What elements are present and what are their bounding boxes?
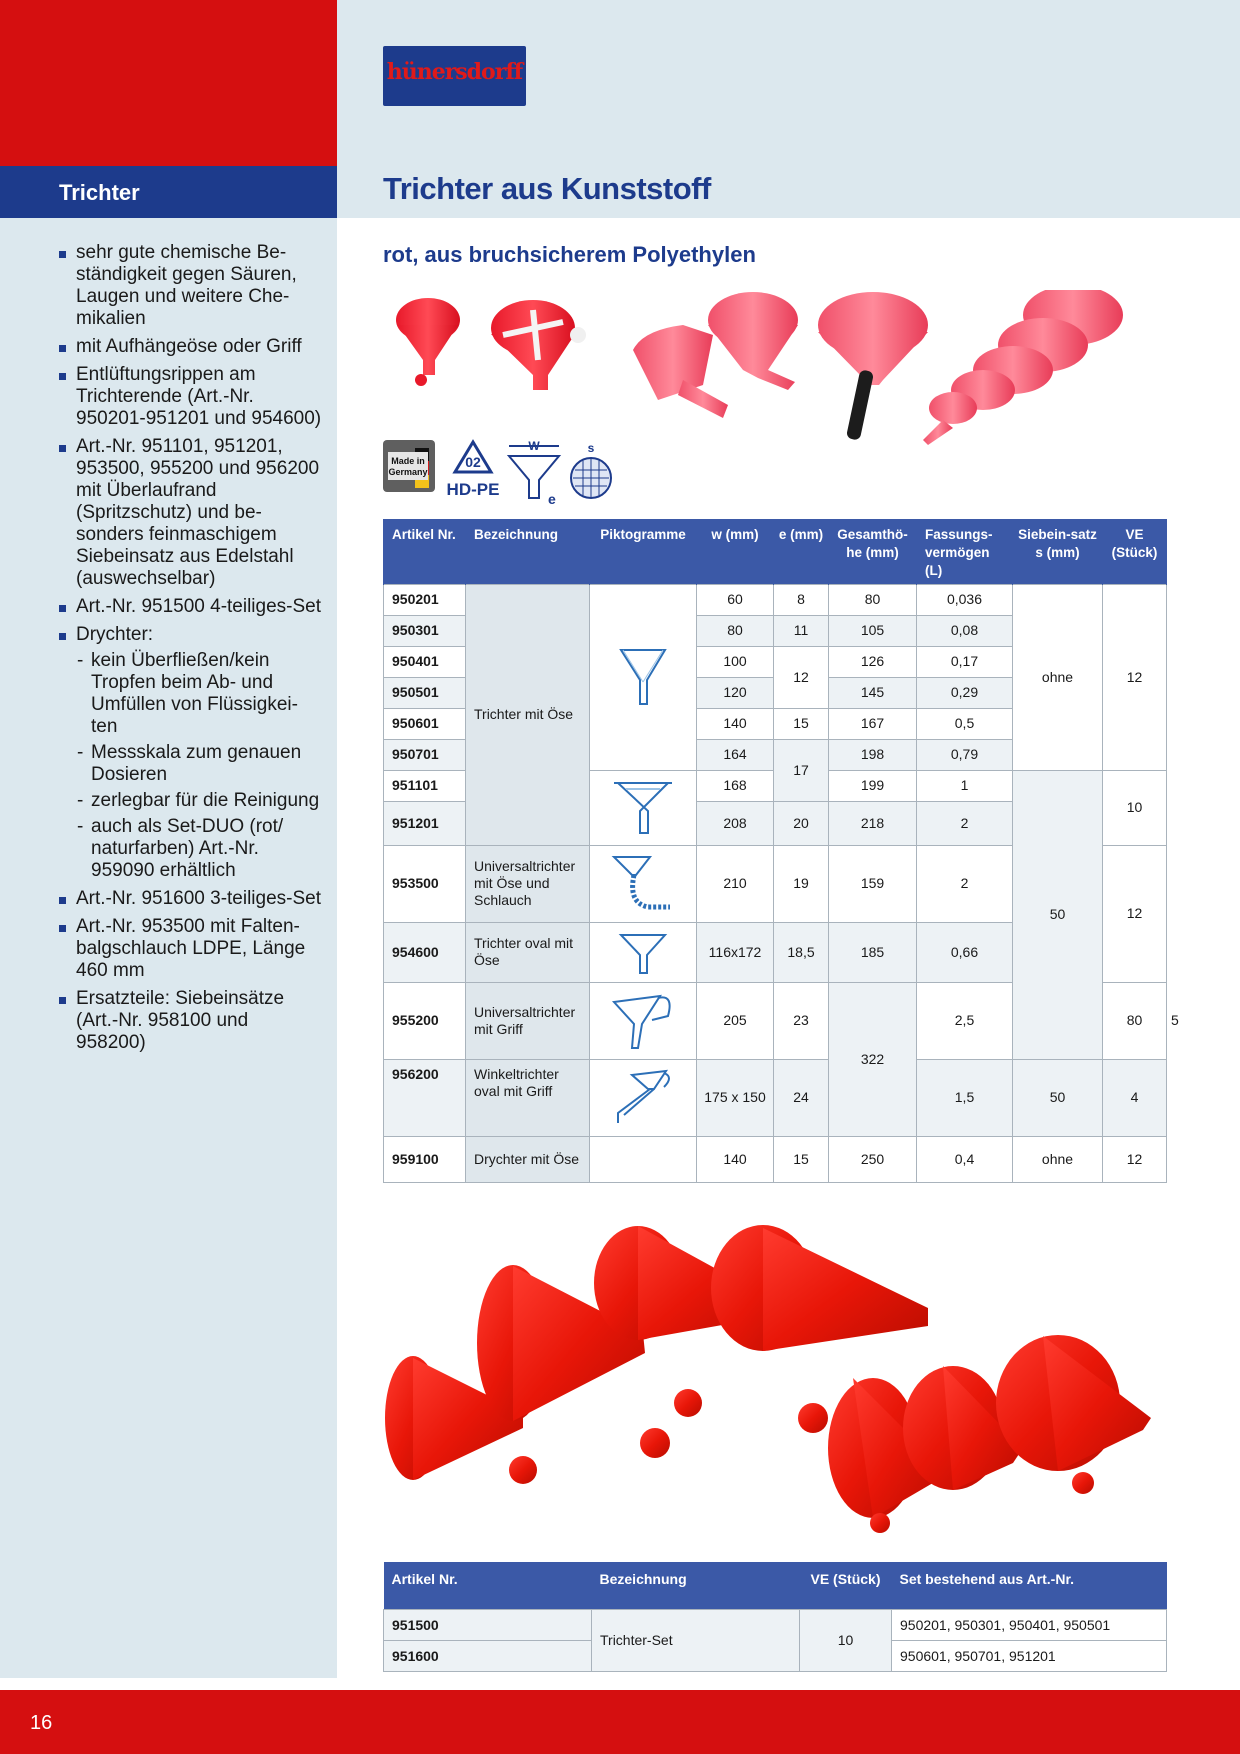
col-header: Bezeichnung xyxy=(592,1562,800,1609)
cell-sieve: ohne xyxy=(1013,1136,1103,1182)
page-number: 16 xyxy=(30,1712,53,1734)
cell-art: 954600 xyxy=(384,922,466,982)
cell-ve: 12 xyxy=(1103,1136,1167,1182)
sub-item: - auch als Set-DUO (rot/ naturfarben) Art.-Nr. 959090 erhältlich xyxy=(76,816,323,882)
made-in-line1: Made in xyxy=(391,456,425,466)
cell-h: 145 xyxy=(829,677,917,708)
cell-h: 159 xyxy=(829,845,917,922)
cell-w: 100 xyxy=(697,646,774,677)
feature-item: Art.-Nr. 951500 4-teiliges-Set xyxy=(58,596,323,618)
cell-desc: Universaltrichter mit Öse und Schlauch xyxy=(466,845,590,922)
cell-cap: 2 xyxy=(917,801,1013,845)
cell-e: 23 xyxy=(774,982,829,1059)
cell-e: 11 xyxy=(774,615,829,646)
cell-sieve: 50 xyxy=(1013,1059,1103,1136)
col-header: Artikel Nr. xyxy=(384,1562,592,1609)
feature-item: sehr gute chemische Be-ständigkeit gegen Säuren, Laugen und weitere Che-mikalien xyxy=(58,242,323,330)
feature-list xyxy=(58,242,323,1060)
cell-ve: 12 xyxy=(1103,845,1167,982)
cell-desc: Winkeltrichter oval mit Griff xyxy=(466,1059,590,1136)
feature-item: Entlüftungsrippen am Trichterende (Art.-Nr. 950201-951201 und 954600) xyxy=(58,364,323,430)
feature-item: Art.-Nr. 951101, 951201, 953500, 955200 und 956200 mit Überlaufrand (Spritzschutz) und be-sonders feinmaschigem Siebeinsatz aus Edelstahl (auswechselbar) xyxy=(58,436,323,590)
cell-w: 175 x 150 xyxy=(697,1059,774,1136)
sub-item: - kein Überfließen/kein Tropfen beim Ab- und Umfüllen von Flüssigkei-ten xyxy=(76,650,323,738)
recycling-hdpe-icon xyxy=(447,442,500,499)
table-row: 955200 Universaltrichter mit Griff 205 23 322 2,5 80 5 xyxy=(384,982,1167,1059)
cell-pictogram xyxy=(590,770,697,845)
col-header: Set bestehend aus Art.-Nr. xyxy=(892,1562,1167,1609)
cell-cap: 0,5 xyxy=(917,708,1013,739)
table-row xyxy=(384,1059,1167,1136)
cell-art: 955200 xyxy=(384,982,466,1059)
cell-cap: 0,08 xyxy=(917,615,1013,646)
funnel-oval-icon xyxy=(613,927,673,977)
col-header: Gesamthö-he (mm) xyxy=(829,519,917,584)
cell-w: 120 xyxy=(697,677,774,708)
dim-w-label: W xyxy=(528,439,540,453)
material-label: HD-PE xyxy=(446,480,500,499)
cell-cap: 1,5 xyxy=(917,1059,1013,1136)
cell-ve: 10 xyxy=(800,1609,892,1671)
col-header: Piktogramme xyxy=(590,519,697,584)
cell-cap: 0,66 xyxy=(917,922,1013,982)
set-table xyxy=(383,1562,1167,1672)
cell-w: 205 xyxy=(697,982,774,1059)
cell-h: 105 xyxy=(829,615,917,646)
cell-cap: 2,5 xyxy=(917,982,1013,1059)
cell-w: 210 xyxy=(697,845,774,922)
cell-e: 18,5 xyxy=(774,922,829,982)
sub-item: - Messskala zum genauen Dosieren xyxy=(76,742,323,786)
table-row xyxy=(384,1136,1167,1182)
brand-logo xyxy=(383,46,526,106)
cell-art: 950701 xyxy=(384,739,466,770)
cell-e: 20 xyxy=(774,801,829,845)
table-row xyxy=(384,584,1167,615)
pictogram-strip xyxy=(383,438,623,508)
cell-h: 126 xyxy=(829,646,917,677)
dim-e-label: e xyxy=(548,491,556,507)
cell-w: 60 xyxy=(697,584,774,615)
page-title: Trichter aus Kunststoff xyxy=(383,171,711,206)
feature-item: Art.-Nr. 951600 3-teiliges-Set xyxy=(58,888,323,910)
funnel-eyelet-icon xyxy=(613,642,673,712)
cell-h: 80 xyxy=(829,584,917,615)
cell-ve: 12 xyxy=(1103,584,1167,770)
feature-item-label: Drychter: xyxy=(76,624,154,645)
cell-pictogram xyxy=(590,584,697,770)
made-in-germany-icon xyxy=(383,440,435,492)
cell-w: 80 xyxy=(697,615,774,646)
col-header: Bezeichnung xyxy=(466,519,590,584)
cell-cap: 0,17 xyxy=(917,646,1013,677)
cell-cap: 0,036 xyxy=(917,584,1013,615)
cell-sieve: ohne xyxy=(1013,584,1103,770)
cell-art: 953500 xyxy=(384,845,466,922)
cell-art: 951600 xyxy=(384,1640,592,1671)
cell-desc: Trichter-Set xyxy=(592,1609,800,1671)
feature-item: Art.-Nr. 953500 mit Falten-balgschlauch LDPE, Länge 460 mm xyxy=(58,916,323,982)
cell-cap: 1 xyxy=(917,770,1013,801)
cell-art: 950501 xyxy=(384,677,466,708)
cell-cap: 0,79 xyxy=(917,739,1013,770)
cell-e: 12 xyxy=(774,646,829,708)
cell-w: 208 xyxy=(697,801,774,845)
funnel-handle-icon xyxy=(608,988,678,1054)
col-header: Siebein-satz s (mm) xyxy=(1013,519,1103,584)
cell-h: 198 xyxy=(829,739,917,770)
cell-ve: 10 xyxy=(1103,770,1167,845)
drychter-sub-list xyxy=(76,650,323,882)
cell-cap: 0,4 xyxy=(917,1136,1013,1182)
cell-pictogram-empty xyxy=(590,1136,697,1182)
funnel-dimension-icon xyxy=(509,439,559,507)
cell-h: 199 xyxy=(829,770,917,801)
cell-ve: 4 xyxy=(1103,1059,1167,1136)
cell-e: 15 xyxy=(774,1136,829,1182)
cell-h: 167 xyxy=(829,708,917,739)
cell-art: 951201 xyxy=(384,801,466,845)
sub-item: - zerlegbar für die Reinigung xyxy=(76,790,323,812)
col-header: e (mm) xyxy=(774,519,829,584)
cell-set-items: 950601, 950701, 951201 xyxy=(892,1640,1167,1671)
col-header: Fassungs-vermögen (L) xyxy=(917,519,1013,584)
cell-e: 8 xyxy=(774,584,829,615)
cell-e: 19 xyxy=(774,845,829,922)
feature-item: Ersatzteile: Siebeinsätze (Art.-Nr. 958100 und 958200) xyxy=(58,988,323,1054)
cell-sieve: 50 xyxy=(1013,770,1103,1059)
cell-art: 950601 xyxy=(384,708,466,739)
sieve-icon xyxy=(571,441,611,498)
cell-pictogram xyxy=(590,1059,697,1136)
brand-logo-text: hünersdorff xyxy=(386,59,523,85)
cell-w: 168 xyxy=(697,770,774,801)
cell-desc: Universaltrichter mit Griff xyxy=(466,982,590,1059)
cell-w: 116x172 xyxy=(697,922,774,982)
cell-art: 950301 xyxy=(384,615,466,646)
page-subtitle: rot, aus bruchsicherem Polyethylen xyxy=(383,242,756,267)
cell-h: 218 xyxy=(829,801,917,845)
cell-h: 322 xyxy=(829,982,917,1136)
cell-cap: 0,29 xyxy=(917,677,1013,708)
table-row xyxy=(384,1609,1167,1640)
cell-sieve: 80 xyxy=(1103,982,1167,1059)
cell-art: 950201 xyxy=(384,584,466,615)
dim-s-label: s xyxy=(587,441,595,455)
feature-item: mit Aufhängeöse oder Griff xyxy=(58,336,323,358)
cell-e: 15 xyxy=(774,708,829,739)
cell-desc: Drychter mit Öse xyxy=(466,1136,590,1182)
section-label: Trichter xyxy=(59,180,140,205)
recycling-code: 02 xyxy=(465,454,481,470)
cell-pictogram xyxy=(590,982,697,1059)
cell-set-items: 950201, 950301, 950401, 950501 xyxy=(892,1609,1167,1640)
feature-item-drychter xyxy=(58,624,323,882)
cell-art: 956200 xyxy=(384,1059,466,1136)
cell-desc: Trichter mit Öse xyxy=(466,584,590,845)
made-in-line2: Germany xyxy=(388,467,428,477)
col-header: w (mm) xyxy=(697,519,774,584)
footer-bar xyxy=(0,1690,1240,1754)
cell-desc: Trichter oval mit Öse xyxy=(466,922,590,982)
funnel-hose-icon xyxy=(608,851,678,917)
cell-art: 950401 xyxy=(384,646,466,677)
cell-pictogram xyxy=(590,845,697,922)
cell-pictogram xyxy=(590,922,697,982)
cell-h: 250 xyxy=(829,1136,917,1182)
product-table xyxy=(383,519,1179,1183)
cell-h: 185 xyxy=(829,922,917,982)
cell-w: 164 xyxy=(697,739,774,770)
cell-e: 24 xyxy=(774,1059,829,1136)
funnel-angled-icon xyxy=(608,1065,678,1131)
col-header: Artikel Nr. xyxy=(384,519,466,584)
cell-art: 951500 xyxy=(384,1609,592,1640)
funnel-overflow-icon xyxy=(610,777,676,839)
cell-w: 140 xyxy=(697,708,774,739)
cell-e: 17 xyxy=(774,739,829,801)
product-photo-funnel-sets xyxy=(383,1218,1163,1558)
col-header: VE (Stück) xyxy=(800,1562,892,1609)
cell-art: 951101 xyxy=(384,770,466,801)
red-corner-block xyxy=(0,0,337,166)
cell-cap: 2 xyxy=(917,845,1013,922)
section-bar xyxy=(0,166,337,218)
cell-w: 140 xyxy=(697,1136,774,1182)
col-header: VE (Stück) xyxy=(1103,519,1167,584)
cell-art: 959100 xyxy=(384,1136,466,1182)
